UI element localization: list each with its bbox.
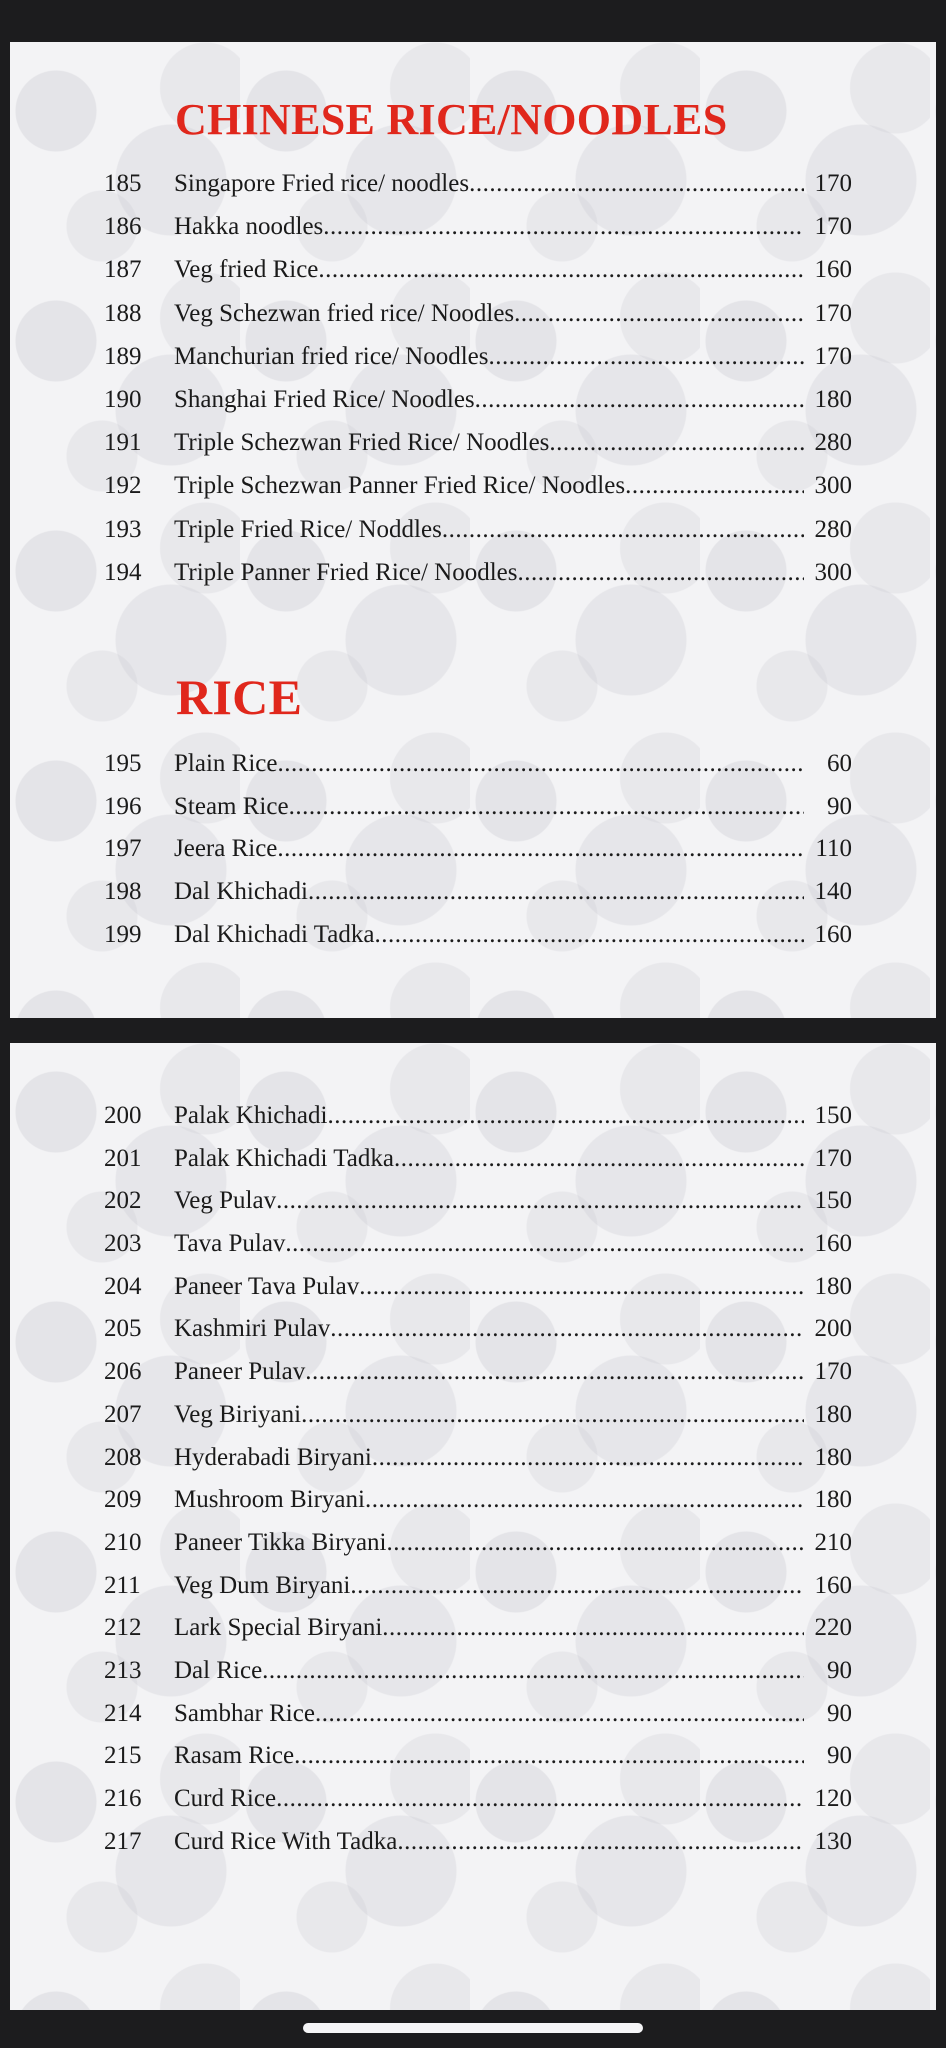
item-line xyxy=(174,386,852,414)
menu-page-2 xyxy=(10,1043,936,2010)
dot-leader xyxy=(375,921,804,949)
item-number: 193 xyxy=(104,515,142,543)
item-number: 195 xyxy=(104,750,142,777)
dot-leader xyxy=(625,472,804,500)
menu-item-row xyxy=(10,1700,936,1743)
menu-item-row xyxy=(10,1102,936,1145)
item-line xyxy=(174,429,852,457)
item-number: 197 xyxy=(104,835,142,863)
item-line xyxy=(174,1102,852,1130)
item-number: 204 xyxy=(104,1272,142,1300)
item-price: 180 xyxy=(814,1400,852,1428)
menu-list-rice xyxy=(10,750,936,963)
dot-leader xyxy=(359,1273,804,1301)
item-line xyxy=(174,559,852,587)
item-price: 160 xyxy=(814,256,852,284)
item-price: 300 xyxy=(814,472,852,500)
menu-item-row xyxy=(10,516,936,559)
item-name: Hyderabadi Biryani xyxy=(174,1443,372,1471)
menu-page-1 xyxy=(10,42,936,1018)
item-name: Paneer Tikka Biryani xyxy=(174,1528,387,1556)
item-number: 196 xyxy=(104,792,142,820)
item-price: 140 xyxy=(814,878,852,906)
item-name: Dal Khichadi xyxy=(174,878,308,906)
dot-leader xyxy=(305,1358,804,1386)
item-line xyxy=(174,1401,852,1429)
menu-item-row xyxy=(10,1145,936,1188)
item-name: Triple Fried Rice/ Noddles xyxy=(174,515,442,543)
item-price: 90 xyxy=(827,1699,852,1727)
item-price: 180 xyxy=(814,1486,852,1514)
item-name: Hakka noodles xyxy=(174,213,324,241)
item-name: Singapore Fried rice/ noodles xyxy=(174,170,470,197)
item-name: Triple Schezwan Fried Rice/ Noodles xyxy=(174,429,550,457)
item-line xyxy=(174,516,852,544)
item-price: 210 xyxy=(814,1528,852,1556)
item-line xyxy=(174,835,852,863)
dot-leader xyxy=(262,1657,804,1685)
item-line xyxy=(174,1700,852,1728)
item-price: 170 xyxy=(814,170,852,197)
item-number: 211 xyxy=(104,1571,141,1599)
dot-leader xyxy=(289,793,804,821)
dot-leader xyxy=(318,256,804,284)
menu-item-row xyxy=(10,300,936,343)
item-price: 90 xyxy=(827,1742,852,1770)
item-line xyxy=(174,300,852,328)
dot-leader xyxy=(365,1486,804,1514)
item-price: 160 xyxy=(814,1230,852,1258)
item-price: 110 xyxy=(815,835,852,863)
dot-leader xyxy=(308,878,804,906)
item-name: Triple Schezwan Panner Fried Rice/ Noodles xyxy=(174,472,626,500)
menu-item-row xyxy=(10,1742,936,1785)
item-line xyxy=(174,1444,852,1472)
dot-leader xyxy=(397,1828,804,1856)
menu-item-row xyxy=(10,1230,936,1273)
item-number: 214 xyxy=(104,1699,142,1727)
item-line xyxy=(174,1358,852,1386)
item-number: 206 xyxy=(104,1358,142,1386)
item-name: Paneer Tava Pulav xyxy=(174,1272,360,1300)
menu-item-row xyxy=(10,1187,936,1230)
dot-leader xyxy=(382,1614,804,1642)
item-name: Veg Pulav xyxy=(174,1187,277,1215)
top-backdrop xyxy=(0,0,946,42)
item-name: Shanghai Fried Rice/ Noodles xyxy=(174,385,475,413)
item-line xyxy=(174,1529,852,1557)
item-line xyxy=(174,343,852,371)
menu-item-row xyxy=(10,256,936,299)
item-line xyxy=(174,921,852,949)
item-number: 188 xyxy=(104,299,142,327)
item-number: 212 xyxy=(104,1614,142,1642)
menu-item-row xyxy=(10,472,936,515)
menu-list-rice-continued xyxy=(10,1102,936,1870)
dot-leader xyxy=(517,559,804,587)
menu-item-row xyxy=(10,1486,936,1529)
item-price: 130 xyxy=(814,1827,852,1855)
item-price: 180 xyxy=(814,1443,852,1471)
menu-item-row xyxy=(10,1358,936,1401)
item-line xyxy=(174,1785,852,1813)
dot-leader xyxy=(475,386,804,414)
item-number: 210 xyxy=(104,1528,142,1556)
item-line xyxy=(174,1828,852,1856)
menu-item-row xyxy=(10,429,936,472)
item-name: Tava Pulav xyxy=(174,1230,286,1258)
item-number: 185 xyxy=(104,170,142,197)
item-number: 192 xyxy=(104,472,142,500)
item-line xyxy=(174,472,852,500)
item-name: Curd Rice With Tadka xyxy=(174,1827,398,1855)
dot-leader xyxy=(285,1230,804,1258)
item-price: 180 xyxy=(814,385,852,413)
dot-leader xyxy=(323,213,804,241)
item-number: 202 xyxy=(104,1187,142,1215)
item-price: 280 xyxy=(814,515,852,543)
item-number: 191 xyxy=(104,429,142,457)
menu-item-row xyxy=(10,1572,936,1615)
item-price: 160 xyxy=(814,1571,852,1599)
item-number: 213 xyxy=(104,1656,142,1684)
item-line xyxy=(174,170,852,198)
item-number: 201 xyxy=(104,1144,142,1172)
item-number: 205 xyxy=(104,1315,142,1343)
item-price: 280 xyxy=(814,429,852,457)
dot-leader xyxy=(294,1742,804,1770)
dot-leader xyxy=(315,1700,804,1728)
item-price: 170 xyxy=(814,1358,852,1386)
dot-leader xyxy=(327,1102,804,1130)
item-name: Dal Rice xyxy=(174,1656,263,1684)
menu-item-row xyxy=(10,878,936,921)
item-price: 60 xyxy=(827,750,852,777)
item-line xyxy=(174,750,852,778)
item-line xyxy=(174,1572,852,1600)
menu-item-row xyxy=(10,1785,936,1828)
menu-item-row xyxy=(10,921,936,964)
item-price: 90 xyxy=(827,792,852,820)
menu-item-row xyxy=(10,1828,936,1871)
item-name: Lark Special Biryani xyxy=(174,1614,383,1642)
item-price: 150 xyxy=(814,1187,852,1215)
dot-leader xyxy=(488,343,804,371)
item-name: Rasam Rice xyxy=(174,1742,295,1770)
item-name: Plain Rice xyxy=(174,750,278,777)
item-name: Jeera Rice xyxy=(174,835,278,863)
item-price: 180 xyxy=(814,1272,852,1300)
item-line xyxy=(174,1315,852,1343)
dot-leader xyxy=(350,1572,804,1600)
item-line xyxy=(174,213,852,241)
item-price: 200 xyxy=(814,1315,852,1343)
item-price: 170 xyxy=(814,1144,852,1172)
item-number: 189 xyxy=(104,342,142,370)
item-price: 170 xyxy=(814,299,852,327)
item-name: Sambhar Rice xyxy=(174,1699,315,1727)
dot-leader xyxy=(469,170,804,198)
item-name: Triple Panner Fried Rice/ Noodles xyxy=(174,558,518,586)
dot-leader xyxy=(276,1187,804,1215)
item-price: 300 xyxy=(814,558,852,586)
item-price: 150 xyxy=(814,1102,852,1129)
item-price: 160 xyxy=(814,920,852,948)
item-line xyxy=(174,793,852,821)
section-title-chinese-rice-noodles: CHINESE RICE/NOODLES xyxy=(175,95,728,144)
item-name: Mushroom Biryani xyxy=(174,1486,365,1514)
dot-leader xyxy=(330,1315,804,1343)
item-price: 120 xyxy=(814,1785,852,1812)
item-line xyxy=(174,1742,852,1770)
item-line xyxy=(174,256,852,284)
menu-item-row xyxy=(10,343,936,386)
item-line xyxy=(174,1657,852,1685)
item-number: 198 xyxy=(104,878,142,906)
item-name: Veg Dum Biryani xyxy=(174,1571,351,1599)
menu-item-row xyxy=(10,1444,936,1487)
menu-item-row xyxy=(10,1657,936,1700)
menu-item-row xyxy=(10,1315,936,1358)
menu-item-row xyxy=(10,559,936,602)
menu-item-row xyxy=(10,835,936,878)
item-name: Steam Rice xyxy=(174,792,289,820)
item-line xyxy=(174,878,852,906)
item-name: Veg fried Rice xyxy=(174,256,319,284)
dot-leader xyxy=(387,1529,805,1557)
menu-item-row xyxy=(10,793,936,836)
item-number: 194 xyxy=(104,558,142,586)
dot-leader xyxy=(277,750,804,778)
item-number: 216 xyxy=(104,1785,142,1812)
menu-item-row xyxy=(10,1614,936,1657)
item-name: Dal Khichadi Tadka xyxy=(174,920,375,948)
dot-leader xyxy=(514,300,804,328)
item-line xyxy=(174,1273,852,1301)
item-number: 215 xyxy=(104,1742,142,1770)
item-price: 220 xyxy=(814,1614,852,1642)
item-name: Palak Khichadi xyxy=(174,1102,328,1129)
menu-item-row xyxy=(10,386,936,429)
menu-list-chinese xyxy=(10,170,936,602)
menu-item-row xyxy=(10,1273,936,1316)
section-title-rice: RICE xyxy=(176,669,303,725)
item-name: Manchurian fried rice/ Noodles xyxy=(174,342,489,370)
item-number: 186 xyxy=(104,213,142,241)
menu-item-row xyxy=(10,1401,936,1444)
dot-leader xyxy=(394,1145,804,1173)
item-line xyxy=(174,1187,852,1215)
item-number: 199 xyxy=(104,920,142,948)
dot-leader xyxy=(276,1785,804,1813)
menu-item-row xyxy=(10,750,936,793)
item-number: 187 xyxy=(104,256,142,284)
item-line xyxy=(174,1230,852,1258)
dot-leader xyxy=(442,516,804,544)
menu-item-row xyxy=(10,213,936,256)
item-number: 217 xyxy=(104,1827,142,1855)
item-name: Curd Rice xyxy=(174,1785,277,1812)
menu-item-row xyxy=(10,1529,936,1572)
item-number: 209 xyxy=(104,1486,142,1514)
dot-leader xyxy=(372,1444,804,1472)
item-number: 200 xyxy=(104,1102,142,1129)
item-name: Kashmiri Pulav xyxy=(174,1315,331,1343)
item-number: 208 xyxy=(104,1443,142,1471)
item-number: 190 xyxy=(104,385,142,413)
item-name: Palak Khichadi Tadka xyxy=(174,1144,394,1172)
menu-item-row xyxy=(10,170,936,213)
item-line xyxy=(174,1486,852,1514)
item-number: 203 xyxy=(104,1230,142,1258)
item-name: Veg Schezwan fried rice/ Noodles xyxy=(174,299,515,327)
dot-leader xyxy=(277,835,804,863)
dot-leader xyxy=(549,429,804,457)
item-price: 170 xyxy=(814,342,852,370)
home-indicator[interactable] xyxy=(303,2023,643,2033)
item-price: 170 xyxy=(814,213,852,241)
item-line xyxy=(174,1145,852,1173)
item-number: 207 xyxy=(104,1400,142,1428)
item-price: 90 xyxy=(827,1656,852,1684)
item-line xyxy=(174,1614,852,1642)
item-name: Veg Biriyani xyxy=(174,1400,302,1428)
item-name: Paneer Pulav xyxy=(174,1358,306,1386)
dot-leader xyxy=(301,1401,804,1429)
